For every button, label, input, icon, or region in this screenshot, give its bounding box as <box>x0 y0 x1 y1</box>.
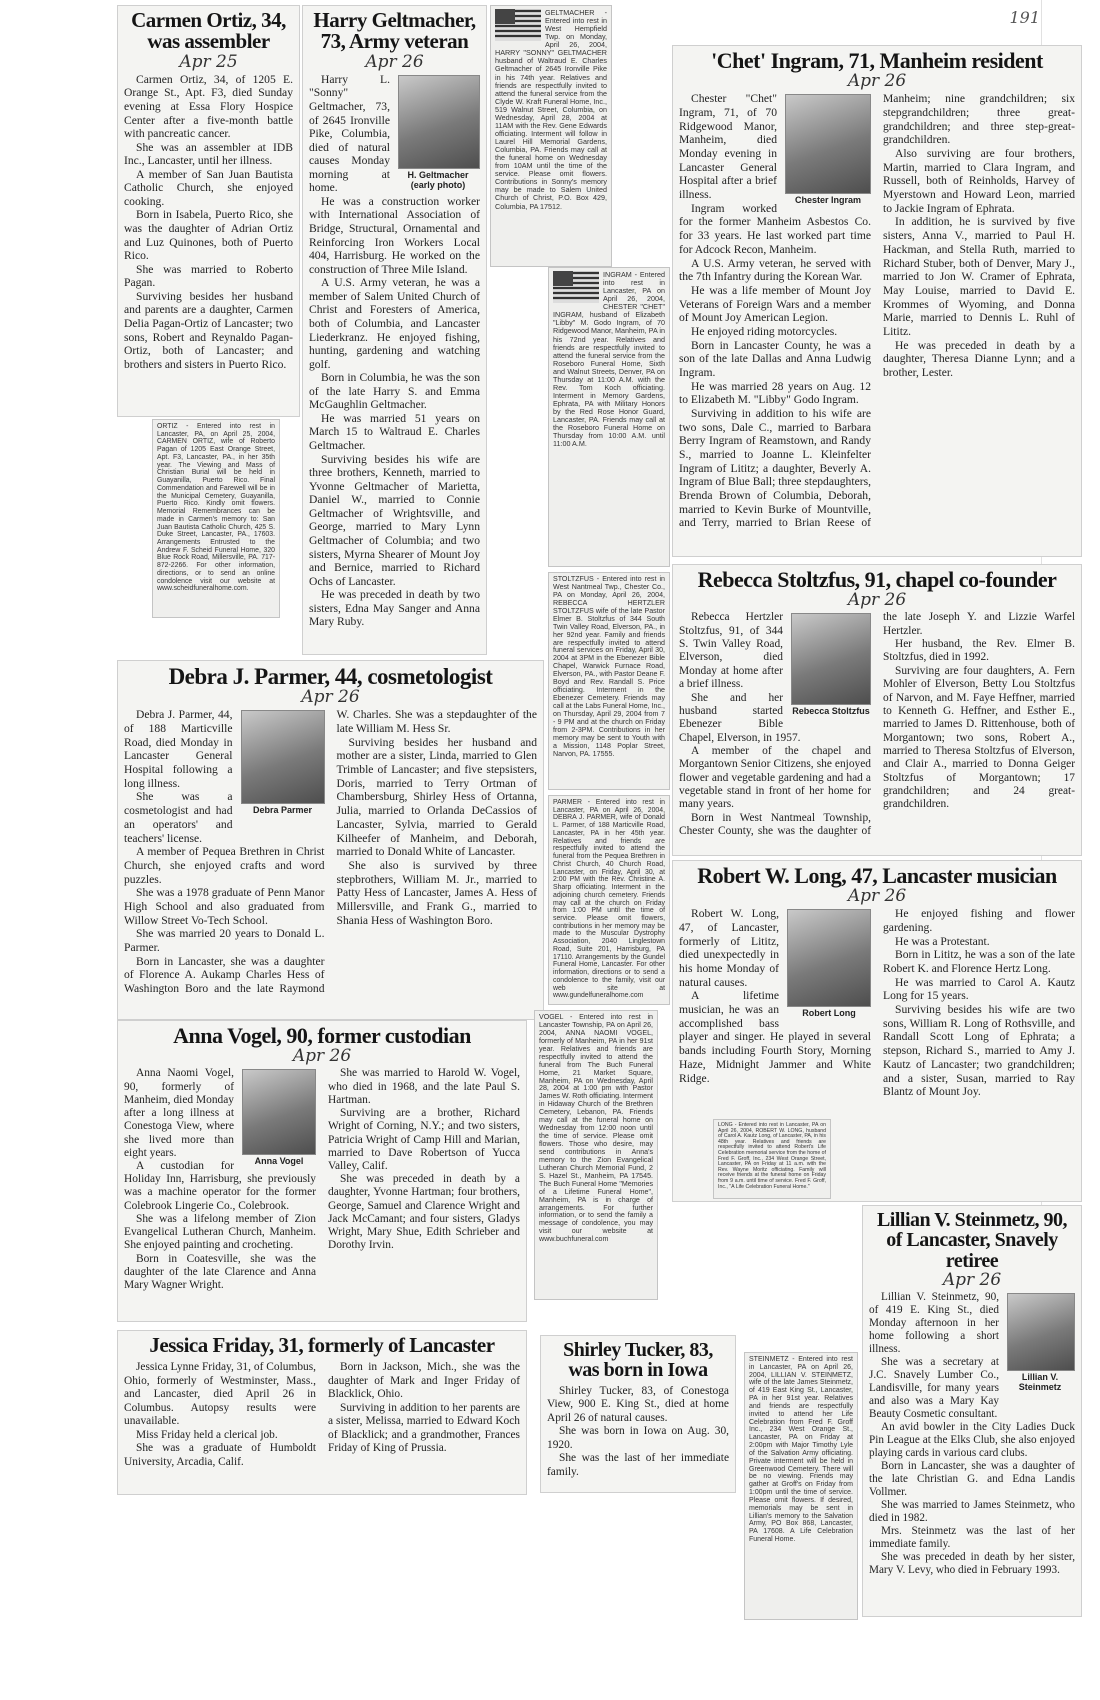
obituary-body <box>124 1067 520 1317</box>
portrait-image <box>1007 1293 1075 1371</box>
paragraph: She was a cosmetologist and had an operators' and teachers' license. <box>124 790 233 845</box>
paragraph: Robert W. Long, 47, of Lancaster, formerly of Lititz, died unexpectedly in his home Monday of natural causes. <box>679 907 779 989</box>
photo-caption: Rebecca Stoltzfus <box>792 706 870 717</box>
funeral-notice-stoltzfus <box>548 572 670 790</box>
notice-text: VOGEL - Entered into rest in Lancaster Township, PA on April 26, 2004, ANNA NAOMI VOGEL, formerly of Manheim, PA in her 91st year. Relatives and friends are respectfully invited to attend the funeral from The Buch Funeral Home, 21 Market Square, Manheim, PA on Wednesday, April 28, 2004 at 1:00 pm with Pastor James W. Roth officiating. Interment in Hidaway Church of the Brethren Cemetery, Lebanon, PA. Friends may call at the funeral home on Wednesday from 12:00 noon until the time of service. Please omit flowers. Those who desire, may send contributions in Anna's memory to the Zion Evangelical Lutheran Church Memorial Fund, 2 S. Hazel St., Manheim, PA 17545. The Buch Funeral Home "Memories of a Lifetime Funeral Home", Manheim, PA is in charge of arrangements. For further information, or to send the family a message of condolence, you may visit our website at www.buchfuneral.com <box>539 1013 653 1244</box>
paragraph: Surviving besides his wife are two sons, William R. Long of Rothsville, and Randall Scott Long of Ephrata; a stepson, Richard S., married to Amy J. Kautz of Lancaster; two grandchildren; and a sister, Susan, married to Ray Blantz of Mount Joy. <box>883 1003 1075 1099</box>
obituary-body <box>124 708 537 1010</box>
funeral-notice-parmer <box>548 795 670 1005</box>
paragraph: Jessica Lynne Friday, 31, of Columbus, Ohio, formerly of Westminster, Mass., and Lancaster, died April 26 in Columbus. Autopsy results were unavailable. <box>124 1361 316 1428</box>
funeral-notice-ortiz <box>152 419 280 618</box>
paragraph: He was a life member of Mount Joy Veterans of Foreign Wars and a member of Mount Joy American Legion. <box>679 283 871 325</box>
photo-geltmacher <box>398 75 480 191</box>
date-note: Apr 26 <box>301 687 360 708</box>
paragraph: She was a 1978 graduate of Penn Manor High School and also graduated from Willow Street Vo-Tech School. <box>124 886 325 927</box>
paragraph: He was preceded in death by a daughter, Theresa Dianne Lynn; and a brother, Lester. <box>883 338 1075 379</box>
paragraph: Born in Jackson, Mich., she was the daughter of Mark and Inger Friday of Blacklick, Ohio. <box>328 1361 520 1401</box>
paragraph: Anna Naomi Vogel, 90, formerly of Manheim, died Monday after a long illness at Conestoga View, where she lived more than eight years. <box>124 1067 234 1159</box>
paragraph: Born in West Nantmeal Township, Chester County, she was the daughter of the late Joseph Y. and Lizzie Warfel Hertzler. <box>679 611 1075 837</box>
funeral-notice-ingram <box>548 267 670 567</box>
paragraph: Mrs. Steinmetz was the last of her immediate family. <box>869 1524 1075 1550</box>
paragraph: Born in Coatesville, she was the daughter of the late Clarence and Anna Mary Wagner Wright. <box>124 1252 316 1291</box>
obituary-body <box>124 73 293 371</box>
paragraph: Surviving in addition to his wife are two sons, Dale C., married to Barbara Berry Ingram of Reamstown, and Randy S., married to Joanne L. Kleinfelter Ingram of Lititz; a daughter, Beverly A. Ingram of Blue Ball; three stepdaughters, Brenda Brown of Columbia, Deborah, married to Kevin Burke of Mountville, and Terry, married to Brian Reese of Manheim; nine grandchildren; six stepgrandchildren; three great-grandchildren; and three step-great-grandchildren. <box>679 92 1075 530</box>
obituary-body <box>309 73 480 629</box>
paragraph: Shirley Tucker, 83, of Conestoga View, 900 E. King St., died at home April 26 of natural causes. <box>547 1384 729 1424</box>
photo-steinmetz <box>1007 1293 1075 1393</box>
obituary-tucker <box>540 1335 736 1493</box>
paragraph: Also surviving are four brothers, Martin, married to Clara Ingram, and Russell, both of Reinholds, Harvey of Myerstown and Howard Leon, married to Jackie Ingram of Ephrata. <box>883 147 1075 215</box>
paragraph: She was married 20 years to Donald L. Parmer. <box>124 927 325 954</box>
obituary-steinmetz <box>862 1205 1082 1617</box>
paragraph: She was married to Harold W. Vogel, who died in 1968, and the late Paul S. Hartman. <box>328 1067 520 1106</box>
photo-caption: H. Geltmacher (early photo) <box>407 169 469 190</box>
paragraph: She was preceded in death by her sister, Mary V. Levy, who died in February 1993. <box>869 1550 1075 1576</box>
photo-parmer <box>241 710 325 816</box>
obituary-long <box>672 860 1082 1202</box>
date-note: Apr 26 <box>847 71 907 92</box>
photo-caption: Lillian V. Steinmetz <box>1018 1372 1062 1393</box>
paragraph: A custodian for Holiday Inn, Harrisburg, she previously was a machine operator for the former Colebrook Lingerie Co., Colebrook. <box>124 1159 316 1212</box>
paragraph: Harry L. "Sonny" Geltmacher, 73, of 2645 Ironville Pike, Columbia, died of natural causes Monday morning at home. <box>309 72 390 195</box>
paragraph: Lillian V. Steinmetz, 90, of 419 E. King St., died Monday afternoon in her home following a short illness. <box>869 1291 999 1356</box>
photo-stoltzfus <box>791 613 871 717</box>
funeral-notice-geltmacher <box>490 5 612 267</box>
headline: Harry Geltmacher, 73, Army veteran <box>313 8 476 54</box>
notice-text: LONG - Entered into rest in Lancaster, PA on April 26, 2004, ROBERT W. LONG, husband of Carol A. Kautz Long, of Lancaster, PA, in his 48th year. Relatives and friends are respectfully invited to attend Robert's Life Celebration memorial service from the home of Fred F. Groff, Inc., 234 West Orange Street, Lancaster, PA on Friday at 11 a.m. with the Rev. Wayne Moritz officiating. Family will receive friends at the funeral home on Friday from 9 a.m. until time of service. Fred F. Groff, Inc., "A Life Celebration Funeral Home." <box>718 1122 826 1190</box>
obituary-vogel <box>117 1020 527 1322</box>
paragraph: She was married to Roberto Pagan. <box>124 262 293 290</box>
date-note: Apr 25 <box>179 51 238 72</box>
notice-text: ORTIZ - Entered into rest in Lancaster, PA, on April 25, 2004, CARMEN ORTIZ, wife of Roberto Pagan of 1205 East Orange Street, Apt. F3, Lancaster, PA., in her 35th year. The Viewing and Mass of Christian Burial will be held in Guayanilla, Puerto Rico. Final Commendation and Farewell will be in the Municipal Cemetery, Guayanilla, Puerto Rico. Kindly omit flowers. Memorial Remembrances can be made in Carmen's memory to: San Juan Bautista Catholic Church, 425 S. Duke Street, Lancaster, PA., 17603. Arrangements Entrusted to the Andrew F. Scheid Funeral Home, 320 Blue Rock Road, Millersville, PA. 717-872-2266. For other information, directions, or to send an online condolence visit our website at www.scheidfuneralhome.com. <box>157 423 275 593</box>
obituary-body <box>124 1361 520 1486</box>
date-note: Apr 26 <box>365 51 424 72</box>
paragraph: Surviving are a brother, Richard Wright of Corning, N.Y.; and two sisters, Patricia Wright of Camp Hill and Marian, married to Dave Robertson of Yucca Valley, Calif. <box>328 1107 520 1172</box>
photo-caption: Anna Vogel <box>254 1156 304 1167</box>
paragraph: Surviving besides her husband and mother are a sister, Linda, married to Glen Trimble of Lancaster; and five stepsisters, Doris, married to Terry Ortman of Chambersburg, Shirley Hess of Ortanna, Julia, married to Orlanda DeCassios of Lancaster, Sylvia, married to Gerald Kilheefer of Manheim, and Deborah, married to Donald White of Lancaster. <box>336 735 537 859</box>
paragraph: Born in Lancaster, she was a daughter of the late Christian G. and Edna Landis Vollmer. <box>869 1459 1075 1498</box>
paragraph: Surviving besides her husband and parents are a daughter, Carmen Delia Pagan-Ortiz of Lancaster; two sons, Robert and Reynaldo Pagan-Ortiz, both of Lancaster; and brothers and sisters in Puerto Rico. <box>124 289 293 371</box>
obituary-ingram <box>672 45 1082 557</box>
paragraph: A member of Pequea Brethren in Christ Church, she enjoyed crafts and word puzzles. <box>124 845 325 886</box>
paragraph: A lifetime musician, he was an accomplished bass player and singer. He played in several bands including Fourth Story, Morning Haze, Midnight Jammer and White Ridge. <box>679 989 871 1085</box>
headline: Shirley Tucker, 83, was born in Iowa <box>563 1339 713 1382</box>
headline: Debra J. Parmer, 44, cosmetologist <box>168 664 493 689</box>
paragraph: Born in Columbia, he was the son of the late Harry S. and Emma McGaughlin Geltmacher. <box>309 371 480 412</box>
photo-caption: Robert Long <box>802 1008 856 1019</box>
paragraph: Ingram worked for the former Manheim Asbestos Co. for 33 years. He last worked part time for Adcock Recon, Manheim. <box>679 201 871 256</box>
paragraph: Rebecca Hertzler Stoltzfus, 91, of 344 S. Twin Valley Road, Elverson, died Monday at home after a brief illness. <box>679 611 783 691</box>
paragraph: She was born in Iowa on Aug. 30, 1920. <box>547 1425 729 1451</box>
notice-text: STOLTZFUS - Entered into rest in West Nantmeal Twp., Chester Co., PA on Monday, April 26, 2004, REBECCA HERTZLER STOLTZFUS wife of the late Pastor Elmer B. Stoltzfus of 344 South Twin Valley Road, Elverson, PA., in her 92nd year. Family and friends are respectfully invited to attend funeral services on Friday, April 30, 2004 at 3PM in the Ebenezer Bible Chapel, Warwick Furnace Road, Elverson, PA., with Pastor Deane F. Boyd and Rev. Randall S. Price officiating. Interment in the Ebenezer Cemetery. Friends may call at the Labs Funeral Home, Inc., on Thursday, April 29, 2004 from 7 - 9 PM and at the church on Friday from 2-3PM. Contributions in her memory may be sent to Youth with a Mission, 1148 Poplar Street, Narvon, PA. 17555. <box>553 575 665 758</box>
paragraph: He was married 28 years on Aug. 12 to Elizabeth M. "Libby" Godo Ingram. <box>679 379 871 407</box>
paragraph: Born in Lititz, he was a son of the late Robert K. and Florence Hertz Long. <box>883 948 1075 976</box>
paragraph: Surviving besides his wife are three brothers, Kenneth, married to Yvonne Geltmacher of Marietta, Daniel W., married to Connie Geltmacher of Wrightsville, and George, married to Mary Lynn Geltmacher of Columbia; and two sisters, Myrna Shearer of Mount Joy and Bernice, married to Richard Ochs of Lancaster. <box>309 452 480 588</box>
portrait-image <box>241 710 325 804</box>
paragraph: She was married to James Steinmetz, who died in 1982. <box>869 1498 1075 1524</box>
obituary-body <box>547 1385 729 1479</box>
headline: Carmen Ortiz, 34, was assembler <box>131 8 286 54</box>
paragraph: A member of San Juan Bautista Catholic Church, she enjoyed cooking. <box>124 167 293 208</box>
paragraph: In addition, he is survived by five sisters, Anna V., married to Paul H. Hackman, and Stella Ruth, married to Richard Stuber, both of Denver, Mary J., married to Jon W. Cramer of Ephrata, May Louise, married to David E. Krommes of Wyoming, and Donna Marie, married to Dennis L. Ruhl of Lititz. <box>883 215 1075 338</box>
paragraph: She was a secretary at J.C. Snavely Lumber Co., Landisville, for many years and also was a Mary Kay Beauty Cosmetic consultant. <box>869 1356 999 1421</box>
obituary-body <box>869 1291 1075 1577</box>
headline: Anna Vogel, 90, former custodian <box>173 1023 471 1048</box>
paragraph: She was a lifelong member of Zion Evangelical Lutheran Church, Manheim. She enjoyed painting and crocheting. <box>124 1212 316 1252</box>
paragraph: Miss Friday held a clerical job. <box>136 1428 278 1441</box>
funeral-notice-vogel <box>534 1010 658 1300</box>
paragraph: Surviving are four daughters, A. Fern Mohler of Elverson, Betty Lou Stoltzfus of Narvon, and M. Faye Heffner, married to Kenneth G. Heffner, and Esther E., married to James D. Rittenhouse, both of Morgantown; two sons, Robert A., married to Theresa Stoltzfus of Elverson, and Clair A., married to Donna Geiger Stoltzfus of Morgantown; 17 grandchildren; and 24 great-grandchildren. <box>883 664 1075 811</box>
paragraph: Born in Lancaster, she was a daughter of Florence A. Aukamp Charles Hess of Washington Boro and the late Raymond W. Charles. She was a stepdaughter of the late William M. Hess Sr. <box>124 708 537 995</box>
paragraph: Carmen Ortiz, 34, of 1205 E. Orange St., Apt. F3, died Sunday evening at Essa Flory Hospice Center after a five-month battle with pancreatic cancer. <box>124 72 293 141</box>
paragraph: He was married to Carol A. Kautz Long for 15 years. <box>883 975 1075 1003</box>
paragraph: He enjoyed fishing and flower gardening. <box>883 907 1075 935</box>
obituary-stoltzfus <box>672 564 1082 856</box>
paragraph: Chester "Chet" Ingram, 71, of 70 Ridgewood Manor, Manheim, died Monday evening in Lancaster General Hospital after a brief illness. <box>679 92 777 202</box>
headline: Robert W. Long, 47, Lancaster musician <box>697 863 1057 888</box>
page-number: 191 <box>1009 8 1040 27</box>
headline: Rebecca Stoltzfus, 91, chapel co-founder <box>697 567 1057 592</box>
date-note: Apr 26 <box>847 590 907 611</box>
paragraph: She also is survived by three stepbrothers, William M. Jr., married to Patty Hess of Lancaster, James A. Hess of Millersville, and Frank G., married to Shania Hess of Washington Boro. <box>336 858 537 927</box>
paragraph: A member of the chapel and Morgantown Senior Citizens, she enjoyed flower and vegetable gardening and had a vegetable stand in front of her home for many years. <box>679 744 871 811</box>
photo-ingram <box>785 94 871 206</box>
american-flag-icon <box>495 9 541 41</box>
funeral-notice-steinmetz <box>744 1352 858 1620</box>
obituary-geltmacher <box>302 5 487 655</box>
headline: Jessica Friday, 31, formerly of Lancaster <box>149 1333 495 1357</box>
paragraph: A U.S. Army veteran, he served with the 7th Infantry during the Korean War. <box>679 256 871 284</box>
obituary-body <box>679 611 1075 847</box>
notice-text: STEINMETZ - Entered into rest in Lancaster, PA on April 26, 2004, LILLIAN V. STEINMETZ, wife of the late James Steinmetz, of 419 East King St., Lancaster, PA in her 91st year. Relatives and friends are respectfully invited to attend her Life Celebration from Fred F. Groff Inc., 234 West Orange St., Lancaster, PA on Friday at 2:00pm with Major Timothy Lyle of the Salvation Army officiating. Private interment will be held in Greenwood Cemetery. There will be no viewing. Friends may gather at Groff's on Friday from 1:00pm until the time of service. Please omit flowers. If desired, memorials may be sent in Lillian's memory to the Salvation Army, PO Box 868, Lancaster, PA 17608. A Life Celebration Funeral Home. <box>749 1356 853 1544</box>
paragraph: He was married 51 years on March 15 to Waltraud E. Charles Geltmacher. <box>309 411 480 452</box>
paragraph: She was a graduate of Humboldt University, Arcadia, Calif. <box>124 1442 316 1468</box>
portrait-image <box>242 1069 316 1155</box>
paragraph: Surviving in addition to her parents are a sister, Melissa, married to Edward Koch of Blacklick; and a grandmother, Frances Friday of King of Prussia. <box>328 1401 520 1455</box>
paragraph: She was the last of her immediate family. <box>547 1452 729 1478</box>
portrait-image <box>791 613 871 705</box>
paragraph: She was an assembler at IDB Inc., Lancaster, until her illness. <box>124 140 293 168</box>
date-note: Apr 26 <box>292 1046 352 1067</box>
photo-long <box>787 909 871 1019</box>
headline: 'Chet' Ingram, 71, Manheim resident <box>711 48 1043 73</box>
paragraph: He was a Protestant. <box>895 934 990 948</box>
date-note: Apr 26 <box>942 1270 1002 1291</box>
photo-caption: Chester Ingram <box>794 195 862 206</box>
paragraph: Debra J. Parmer, 44, of 188 Marticville Road, died Monday in Lancaster General Hospital following a long illness. <box>124 708 233 790</box>
funeral-notice-long <box>713 1119 831 1199</box>
obituary-body <box>679 907 1075 1107</box>
paragraph: He was a construction worker with International Association of Bridge, Structural, Ornamental and Reinforcing Iron Workers Local 404, Harrisburg. He worked on the construction of Three Mile Island. <box>309 194 480 276</box>
obituary-body <box>679 92 1075 542</box>
notice-text: PARMER - Entered into rest in Lancaster, PA on April 26, 2004, DEBRA J. PARMER, wife of Donald L. Parmer, of 188 Marticville Road, Lancaster, PA in her 45th year. Relatives and friends are respectfully invited to attend the funeral from the Pequea Brethren in Christ Church, 40 Church Road, Lancaster, on Friday, April 30, at 2:00 PM with the Rev. Christine A. Sharp officiating. Interment in the adjoining church cemetery. Friends may call at the church on Friday from 1:00 PM until the time of service. Please omit flowers, contributions in her memory may be made to the Muscular Dystrophy Association, 2040 Linglestown Road, Suite 201, Harrisburg, PA 17110. Arrangements by the Gundel Funeral Home, Lancaster. For other information, directions or to send a condolence to the family, visit our web site at www.gundelfuneralhome.com <box>553 799 665 1000</box>
photo-caption: Debra Parmer <box>252 805 313 816</box>
paragraph: He was preceded in death by two sisters, Edna May Sanger and Anna Mary Ruby. <box>309 588 480 629</box>
paragraph: She and her husband started Ebenezer Bible Chapel, Elverson, in 1957. <box>679 691 801 744</box>
obituary-friday <box>117 1330 527 1495</box>
paragraph: Born in Isabela, Puerto Rico, she was the daughter of Adrian Ortiz and Luz Quinones, both of Puerto Rico. <box>124 208 293 263</box>
photo-vogel <box>242 1069 316 1167</box>
notice-text: GELTMACHER - Entered into rest in West Hempfield Twp. on Monday, April 26, 2004, HARRY "SONNY" GELTMACHER husband of Waltraud E. Charles Geltmacher of 2645 Ironville Pike in his 74th year. Relatives and friends are respectfully invited to attend the funeral service from the Clyde W. Kraft Funeral Home, Inc., 519 Walnut Street, Columbia, on Wednesday, April 28, 2004 at 11AM with the Rev. Gene Edwards officiating. Interment will follow in Laurel Hill Memorial Gardens, Columbia, PA. Friends may call at the funeral home on Wednesday from 10AM until the time of the service. Please omit flowers. Contributions in Sonny's memory may be made to Salem United Church of Christ, P.O. Box 429, Columbia, PA 17512. <box>495 8 607 211</box>
american-flag-icon <box>553 271 599 303</box>
portrait-image <box>787 909 871 1007</box>
paragraph: Born in Lancaster County, he was a son of the late Dallas and Anna Ludwig Ingram. <box>679 338 871 379</box>
date-note: Apr 26 <box>847 886 907 907</box>
portrait-image <box>398 75 480 169</box>
portrait-image <box>785 94 871 194</box>
obituary-ortiz <box>117 5 300 417</box>
obituary-parmer <box>117 660 544 1020</box>
paragraph: He enjoyed riding motorcycles. <box>691 324 838 338</box>
notice-text: INGRAM - Entered into rest in Lancaster, PA on April 26, 2004, CHESTER "CHET" INGRAM, husband of Elizabeth "Libby" M. Godo Ingram, of 70 Ridgewood Manor, Manheim, PA in his 72nd year. Relatives and friends are respectfully invited to attend the funeral service from the Roseboro Funeral Home, Sixth and Walnut Streets, Denver, PA on Thursday at 11:00 A.M. with the Rev. Tom Koch officiating. Interment in Memory Gardens, Ephrata, PA with Military Honors by the Red Rose Honor Guard, Lancaster, PA. Friends may call at the Roseboro Funeral Home on Thursday from 10:00 A.M. until 11:00 A.M. <box>553 270 665 449</box>
paragraph: An avid bowler in the City Ladies Duck Pin League at the Elks Club, she also enjoyed playing cards in various card clubs. <box>869 1421 1075 1459</box>
paragraph: She was preceded in death by a daughter, Yvonne Hartman; four brothers, George, Samuel and Clarence Wright and Jack McCamant; and four sisters, Gladys Wright, Mary Shue, Edith Schrieber and Dorothy Irvin. <box>328 1173 520 1252</box>
paragraph: A U.S. Army veteran, he was a member of Salem United Church of Christ and Foresters of America, both of Columbia, and Lancaster Liederkranz. He enjoyed fishing, hunting, gardening and watching golf. <box>309 276 480 371</box>
paragraph: Her husband, the Rev. Elmer B. Stoltzfus, died in 1992. <box>883 638 1075 664</box>
headline: Lillian V. Steinmetz, 90, of Lancaster, Snavely retiree <box>876 1209 1068 1272</box>
